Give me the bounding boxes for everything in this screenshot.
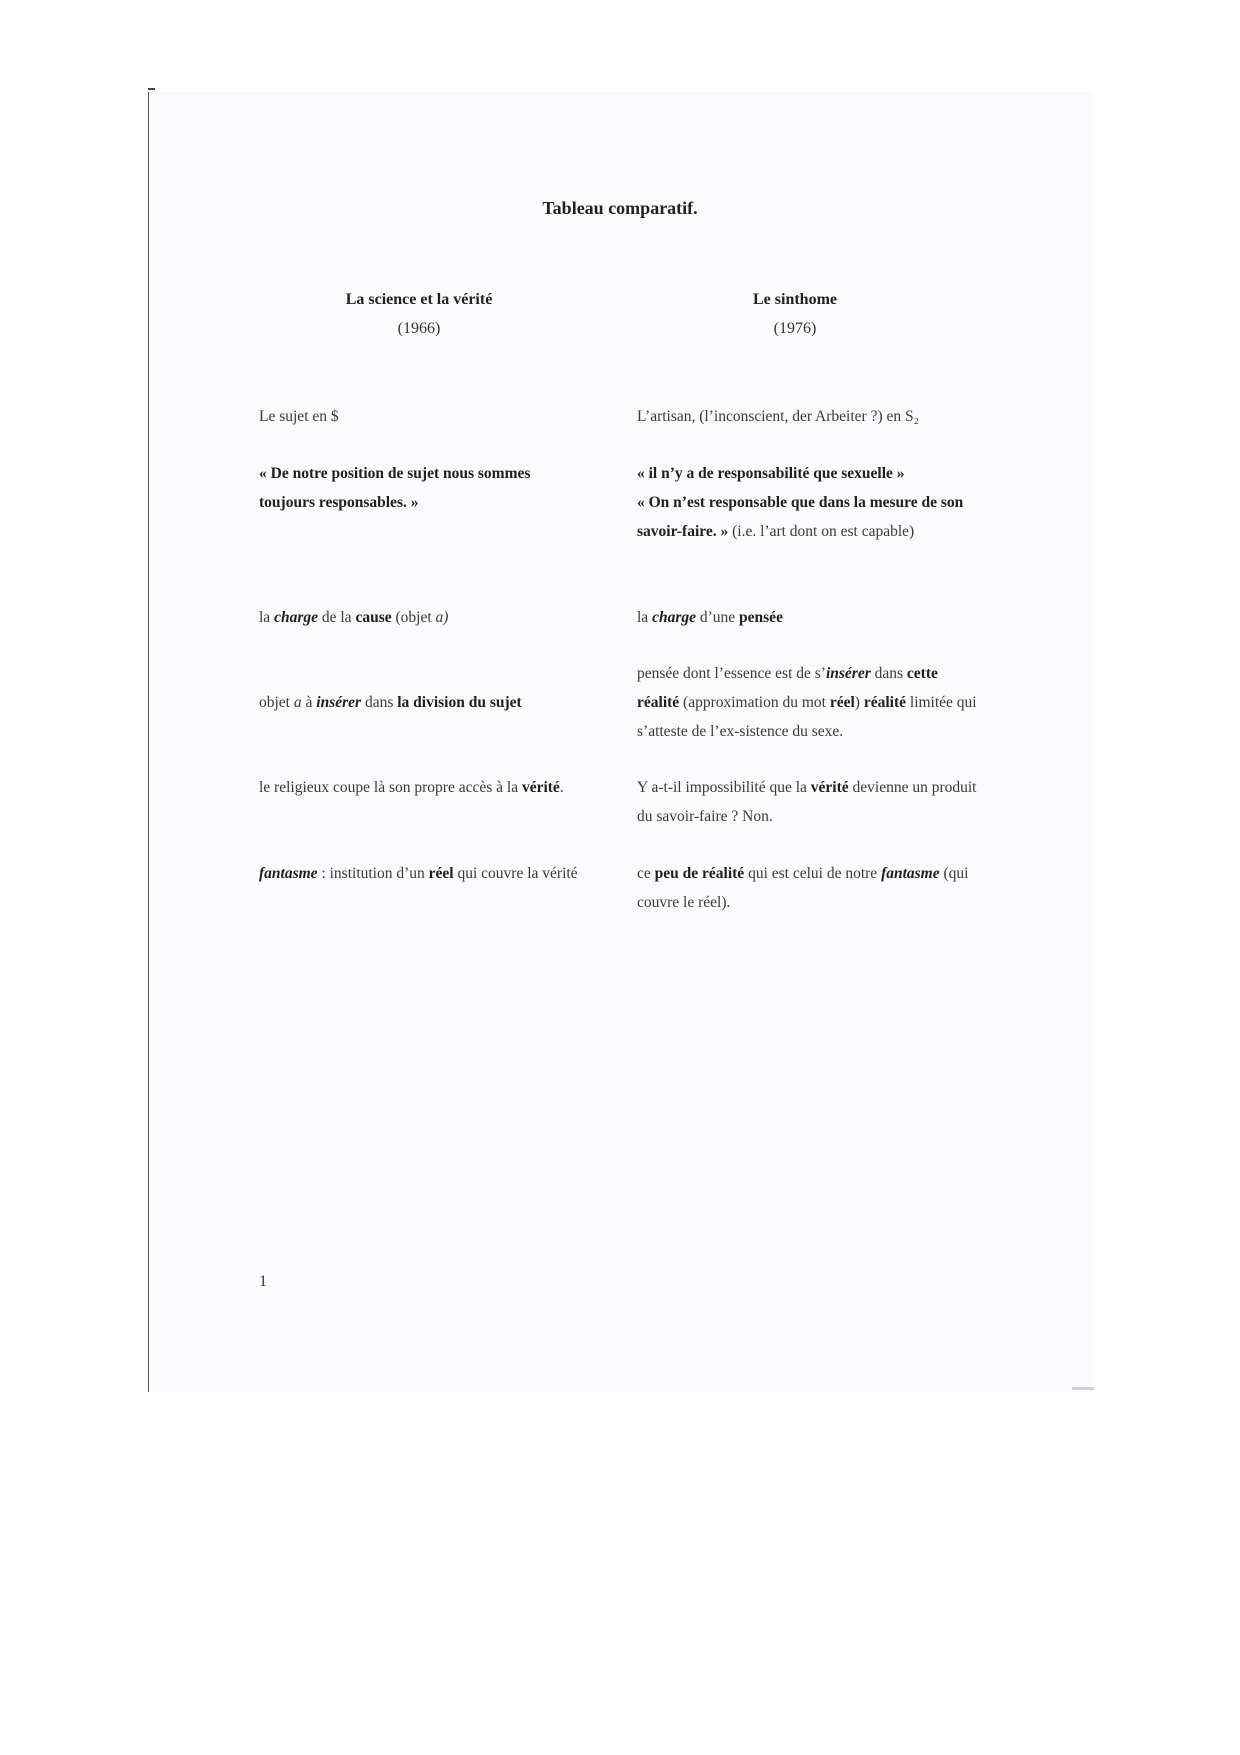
row4-left-bold: la division du sujet (397, 694, 522, 711)
row4-right-emphasis: insérer (825, 665, 871, 682)
row6-right (637, 859, 977, 917)
row5-right-text: devienne un produit du savoir-faire ? Non. (637, 779, 977, 825)
row5-right-bold: vérité (810, 779, 849, 796)
scan-mark (148, 88, 155, 90)
row3-left-text: la (259, 609, 275, 626)
row6-right-emphasis: fantasme (881, 865, 940, 882)
row4-left-text: objet (259, 694, 294, 711)
row4-left-emphasis: insérer (316, 694, 362, 711)
row5-right (637, 773, 977, 831)
left-heading-title: La science et la vérité (345, 291, 493, 308)
row4-right-text: ) (854, 694, 864, 711)
row4-right-bold: cette réalité (637, 665, 938, 711)
row4-right-text: pensée dont l’essence est de s’ (637, 665, 826, 682)
row3-left-text: de la (317, 609, 356, 626)
row4-left-italic: a (293, 694, 302, 711)
right-heading-title: Le sinthome (753, 291, 837, 308)
right-heading-year: (1976) (773, 320, 817, 337)
row3-right-text: d’une (695, 609, 740, 626)
row3-left-bold: cause (355, 609, 392, 626)
row3-right-text: la (637, 609, 653, 626)
row6-left-text: : institution d’un (317, 865, 429, 882)
row4-right-text: dans (870, 665, 907, 682)
row6-left-bold: réel (428, 865, 454, 882)
row2-left (259, 459, 589, 517)
row2-right (637, 459, 977, 546)
row5-left-text: . (559, 779, 564, 796)
left-column-heading (289, 285, 549, 343)
row6-left-text: qui couvre la vérité (453, 865, 578, 882)
document-title: Tableau comparatif. (542, 198, 698, 218)
row5-right-text: Y a-t-il impossibilité que la (637, 779, 811, 796)
row3-right (637, 603, 977, 632)
scan-corner-mark (1072, 1387, 1094, 1390)
row4-right-text: limitée qui s’atteste de l’ex-sistence du sexe. (637, 694, 977, 740)
row6-left-emphasis: fantasme (259, 865, 318, 882)
row4-left (259, 688, 589, 717)
row3-left-emphasis: charge (274, 609, 318, 626)
left-heading-year: (1966) (397, 320, 441, 337)
row3-left-italic: a) (435, 609, 449, 626)
row2-right-rest: (i.e. l’art dont on est capable) (728, 523, 915, 540)
row3-left (259, 603, 589, 632)
row6-right-bold: peu de réalité (654, 865, 745, 882)
row5-left-text: le religieux coupe là son propre accès à la (259, 779, 522, 796)
page-number: 1 (259, 1273, 267, 1290)
row4-left-text: à (301, 694, 317, 711)
row4-right (637, 659, 977, 746)
row3-right-emphasis: charge (652, 609, 696, 626)
row3-right-bold: pensée (739, 609, 783, 626)
row4-right-bold: réalité (863, 694, 907, 711)
row4-right-text: (approximation du mot (679, 694, 830, 711)
row6-right-text: ce (637, 865, 655, 882)
row4-left-text: dans (361, 694, 398, 711)
row3-left-text: (objet (391, 609, 436, 626)
row2-left-quote: « De notre position de sujet nous sommes toujours responsables. » (259, 465, 531, 511)
row5-left (259, 773, 589, 802)
row6-right-text: (qui couvre le réel). (637, 865, 969, 911)
row6-right-text: qui est celui de notre (744, 865, 882, 882)
row1-left: Le sujet en $ (259, 408, 339, 425)
right-column-heading (665, 285, 925, 343)
row4-right-bold: réel (829, 694, 855, 711)
row1-right: L’artisan, (l’inconscient, der Arbeiter ?) en S₂ (637, 408, 920, 425)
row5-left-bold: vérité (521, 779, 560, 796)
row2-right-line2: « On n’est responsable que dans la mesure de son savoir-faire. » (637, 494, 964, 540)
page-left-edge (148, 92, 149, 1392)
row2-right-line1: « il n’y a de responsabilité que sexuelle » (637, 465, 905, 482)
row6-left (259, 859, 589, 888)
